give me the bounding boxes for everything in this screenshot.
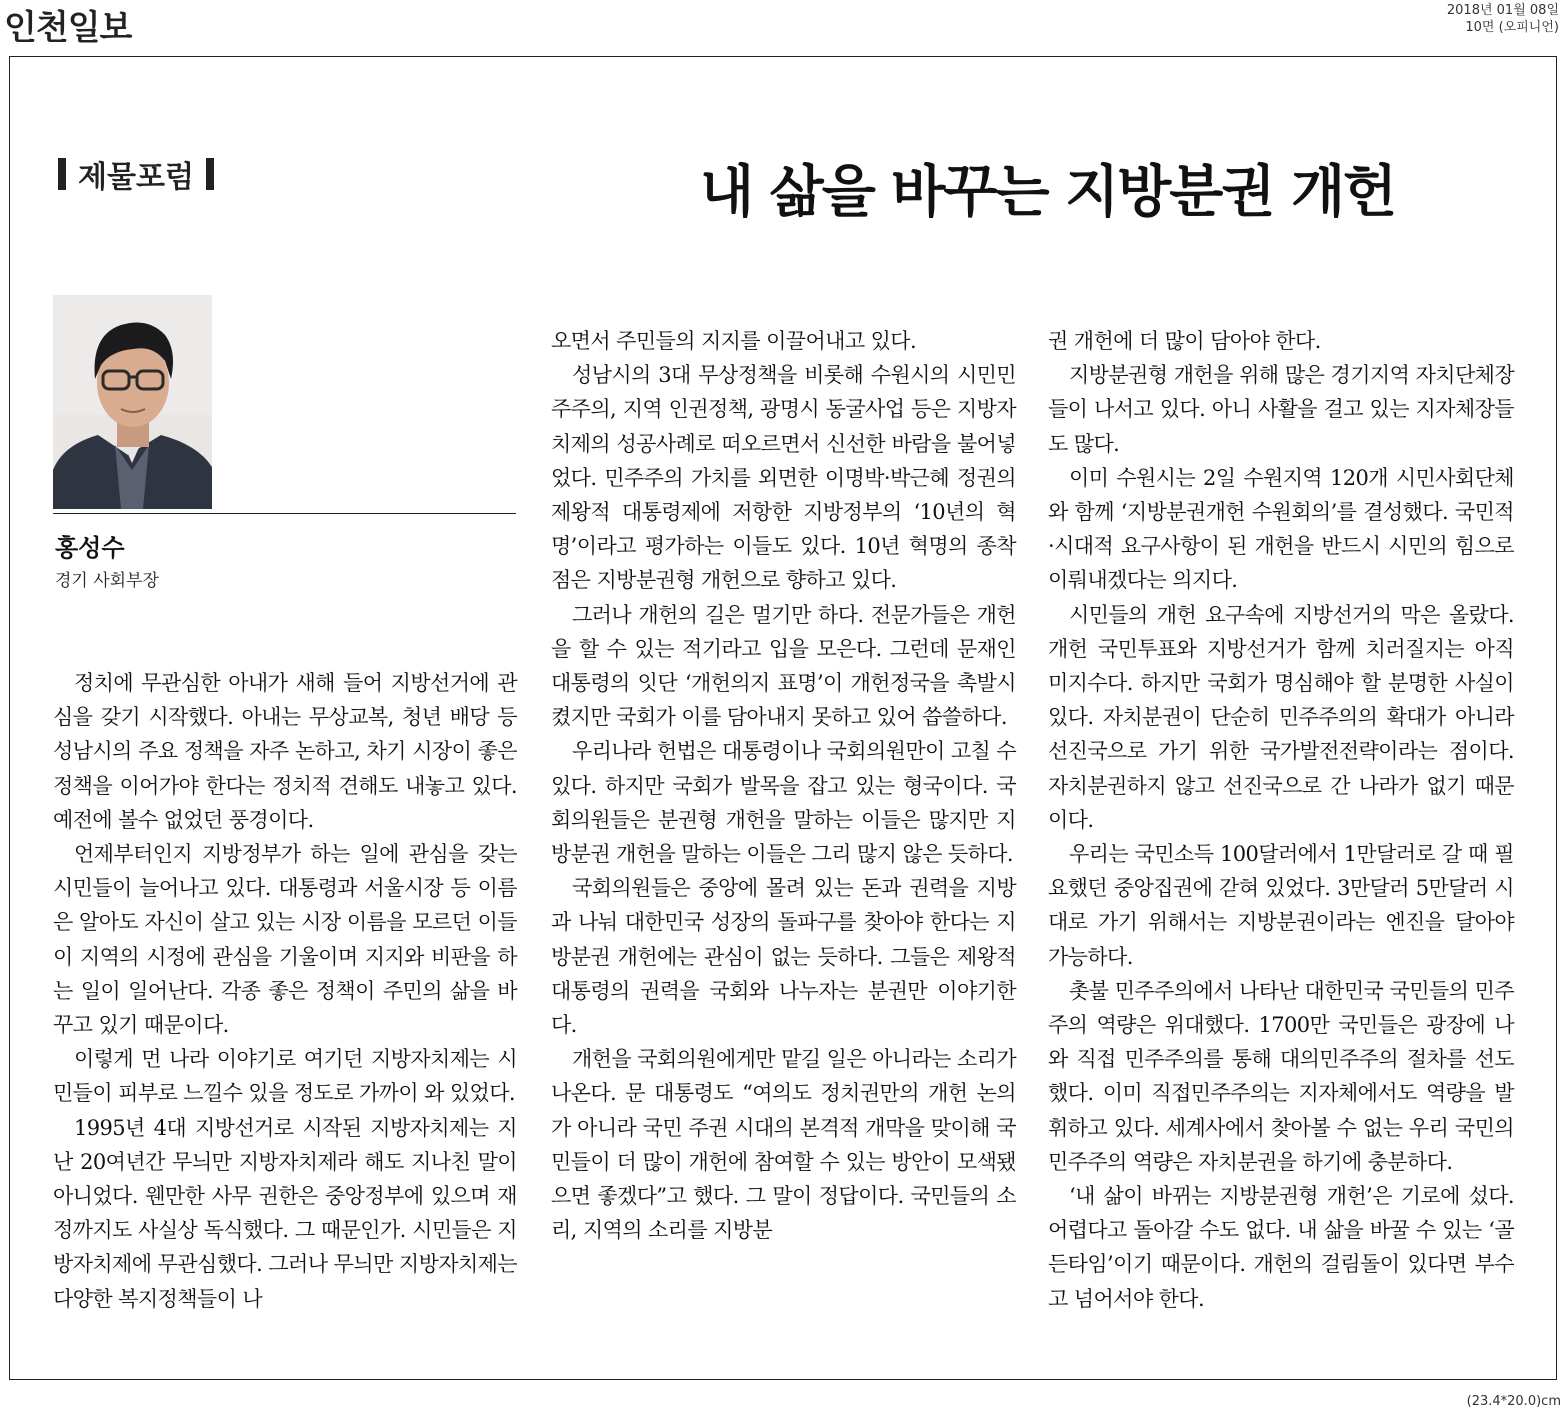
paragraph: 언제부터인지 지방정부가 하는 일에 관심을 갖는 시민들이 늘어나고 있다. 대통령과 서울시장 등 이름은 알아도 자신이 살고 있는 시장 이름을 모르던 이들이 지역의 시정에 관심을 기울이며 지지와 비판을 하는 일이 일어난다. 각종 좋은 정책이 주민의 삶을 바꾸고 있기 때문이다.	[53, 842, 517, 1038]
section-bar-left	[58, 158, 66, 190]
article-column-1	[53, 666, 517, 1316]
article-column-3	[1048, 324, 1514, 1316]
paragraph: 우리나라 헌법은 대통령이나 국회의원만이 고칠 수 있다. 하지만 국회가 발목을 잡고 있는 형국이다. 국회의원들은 분권형 개헌을 말하는 이들은 많지만 지방분권 개헌을 말하는 이들은 그리 많지 않은 듯하다.	[551, 739, 1016, 867]
paragraph: 1995년 4대 지방선거로 시작된 지방자치제는 지난 20여년간 무늬만 지방자치제라 해도 지나친 말이 아니었다. 웬만한 사무 권한은 중앙정부에 있으며 재정까지도 사실상 독식했다. 그 때문인가. 시민들은 지방자치제에 무관심했다. 그러나 무늬만 지방자치제는 다양한 복지정책들이 나	[53, 1115, 517, 1311]
page-section: 10면 (오피니언)	[1465, 20, 1559, 35]
paragraph-continued: 권 개헌에 더 많이 담아야 한다.	[1048, 329, 1321, 353]
publication-meta	[1447, 2, 1559, 36]
article-column-2	[551, 324, 1016, 1247]
section-name: 제물포럼	[78, 160, 194, 195]
author-name: 홍성수	[55, 534, 125, 562]
paragraph: 이렇게 먼 나라 이야기로 여기던 지방자치제는 시민들이 피부로 느낄수 있을 정도로 가까이 와 있었다.	[53, 1047, 517, 1106]
author-title: 경기 사회부장	[55, 571, 159, 591]
author-portrait-image	[53, 295, 212, 509]
column-section-label	[58, 152, 214, 196]
paragraph: 국회의원들은 중앙에 몰려 있는 돈과 권력을 지방과 나눠 대한민국 성장의 돌파구를 찾아야 한다는 지방분권 개헌에는 관심이 없는 듯하다. 그들은 제왕적 대통령의 권력을 국회와 나누자는 분권만 이야기한다.	[551, 876, 1016, 1038]
article-headline: 내 삶을 바꾸는 지방분권 개헌	[700, 160, 1396, 225]
paragraph-continued: 오면서 주민들의 지지를 이끌어내고 있다.	[551, 329, 917, 353]
paragraph: 우리는 국민소득 100달러에서 1만달러로 갈 때 필요했던 중앙집권에 갇혀 있었다. 3만달러 5만달러 시대로 가기 위해서는 지방분권이라는 엔진을 달아야 가능하다.	[1048, 842, 1514, 969]
byline-divider	[53, 513, 516, 514]
clipping-size: (23.4*20.0)cm	[1466, 1394, 1561, 1409]
author-photo	[53, 295, 212, 509]
paragraph: 그러나 개헌의 길은 멀기만 하다. 전문가들은 개헌을 할 수 있는 적기라고 입을 모은다. 그런데 문재인 대통령의 잇단 ‘개헌의지 표명’이 개헌정국을 촉발시켰지만 국회가 이를 담아내지 못하고 있어 씁쓸하다.	[551, 602, 1016, 730]
paragraph: 정치에 무관심한 아내가 새해 들어 지방선거에 관심을 갖기 시작했다. 아내는 무상교복, 청년 배당 등 성남시의 주요 정책을 자주 논하고, 차기 시장이 좋은 정책을 이어가야 한다는 정치적 견해도 내놓고 있다. 예전에 볼수 없었던 풍경이다.	[53, 671, 517, 832]
paragraph: 지방분권형 개헌을 위해 많은 경기지역 자치단체장들이 나서고 있다. 아니 사활을 걸고 있는 지자체장들도 많다.	[1048, 363, 1514, 456]
newspaper-masthead: 인천일보	[4, 8, 132, 48]
paragraph: ‘내 삶이 바뀌는 지방분권형 개헌’은 기로에 섰다. 어렵다고 돌아갈 수도 없다. 내 삶을 바꿀 수 있는 ‘골든타임’이기 때문이다. 개헌의 걸림돌이 있다면 부수고 넘어서야 한다.	[1048, 1184, 1514, 1311]
publication-date: 2018년 01월 08일	[1446, 3, 1559, 18]
paragraph: 시민들의 개헌 요구속에 지방선거의 막은 올랐다. 개헌 국민투표와 지방선거가 함께 치러질지는 아직 미지수다. 하지만 국회가 명심해야 할 분명한 사실이 있다. 자치분권이 단순히 민주주의의 확대가 아니라 선진국으로 가기 위한 국가발전전략이라는 점이다. 자치분권하지 않고 선진국으로 간 나라가 없기 때문이다.	[1048, 602, 1514, 832]
section-bar-right	[206, 158, 214, 190]
paragraph: 촛불 민주주의에서 나타난 대한민국 국민들의 민주주의 역량은 위대했다. 1700만 국민들은 광장에 나와 직접 민주주의를 통해 대의민주주의 절차를 선도했다. 이미 직접민주주의는 지자체에서도 역량을 발휘하고 있다. 세계사에서 찾아볼 수 없는 우리 국민의 민주주의 역량은 자치분권을 하기에 충분하다.	[1048, 978, 1514, 1174]
paragraph: 성남시의 3대 무상정책을 비롯해 수원시의 시민민주주의, 지역 인권정책, 광명시 동굴사업 등은 지방자치제의 성공사례로 떠오르면서 신선한 바람을 불어넣었다. 민주주의 가치를 외면한 이명박·박근혜 정권의 제왕적 대통령제에 저항한 지방정부의 ‘10년의 혁명’이라고 평가하는 이들도 있다. 10년 혁명의 종착점은 지방분권형 개헌으로 향하고 있다.	[551, 363, 1016, 593]
paragraph: 개헌을 국회의원에게만 맡길 일은 아니라는 소리가 나온다. 문 대통령도 “여의도 정치권만의 개헌 논의가 아니라 국민 주권 시대의 본격적 개막을 맞이해 국민들이 더 많이 개헌에 참여할 수 있는 방안이 모색됐으면 좋겠다”고 했다. 그 말이 정답이다. 국민들의 소리, 지역의 소리를 지방분	[551, 1047, 1016, 1243]
paragraph: 이미 수원시는 2일 수원지역 120개 시민사회단체와 함께 ‘지방분권개헌 수원회의’를 결성했다. 국민적·시대적 요구사항이 된 개헌을 반드시 시민의 힘으로 이뤄내겠다는 의지다.	[1048, 465, 1514, 593]
